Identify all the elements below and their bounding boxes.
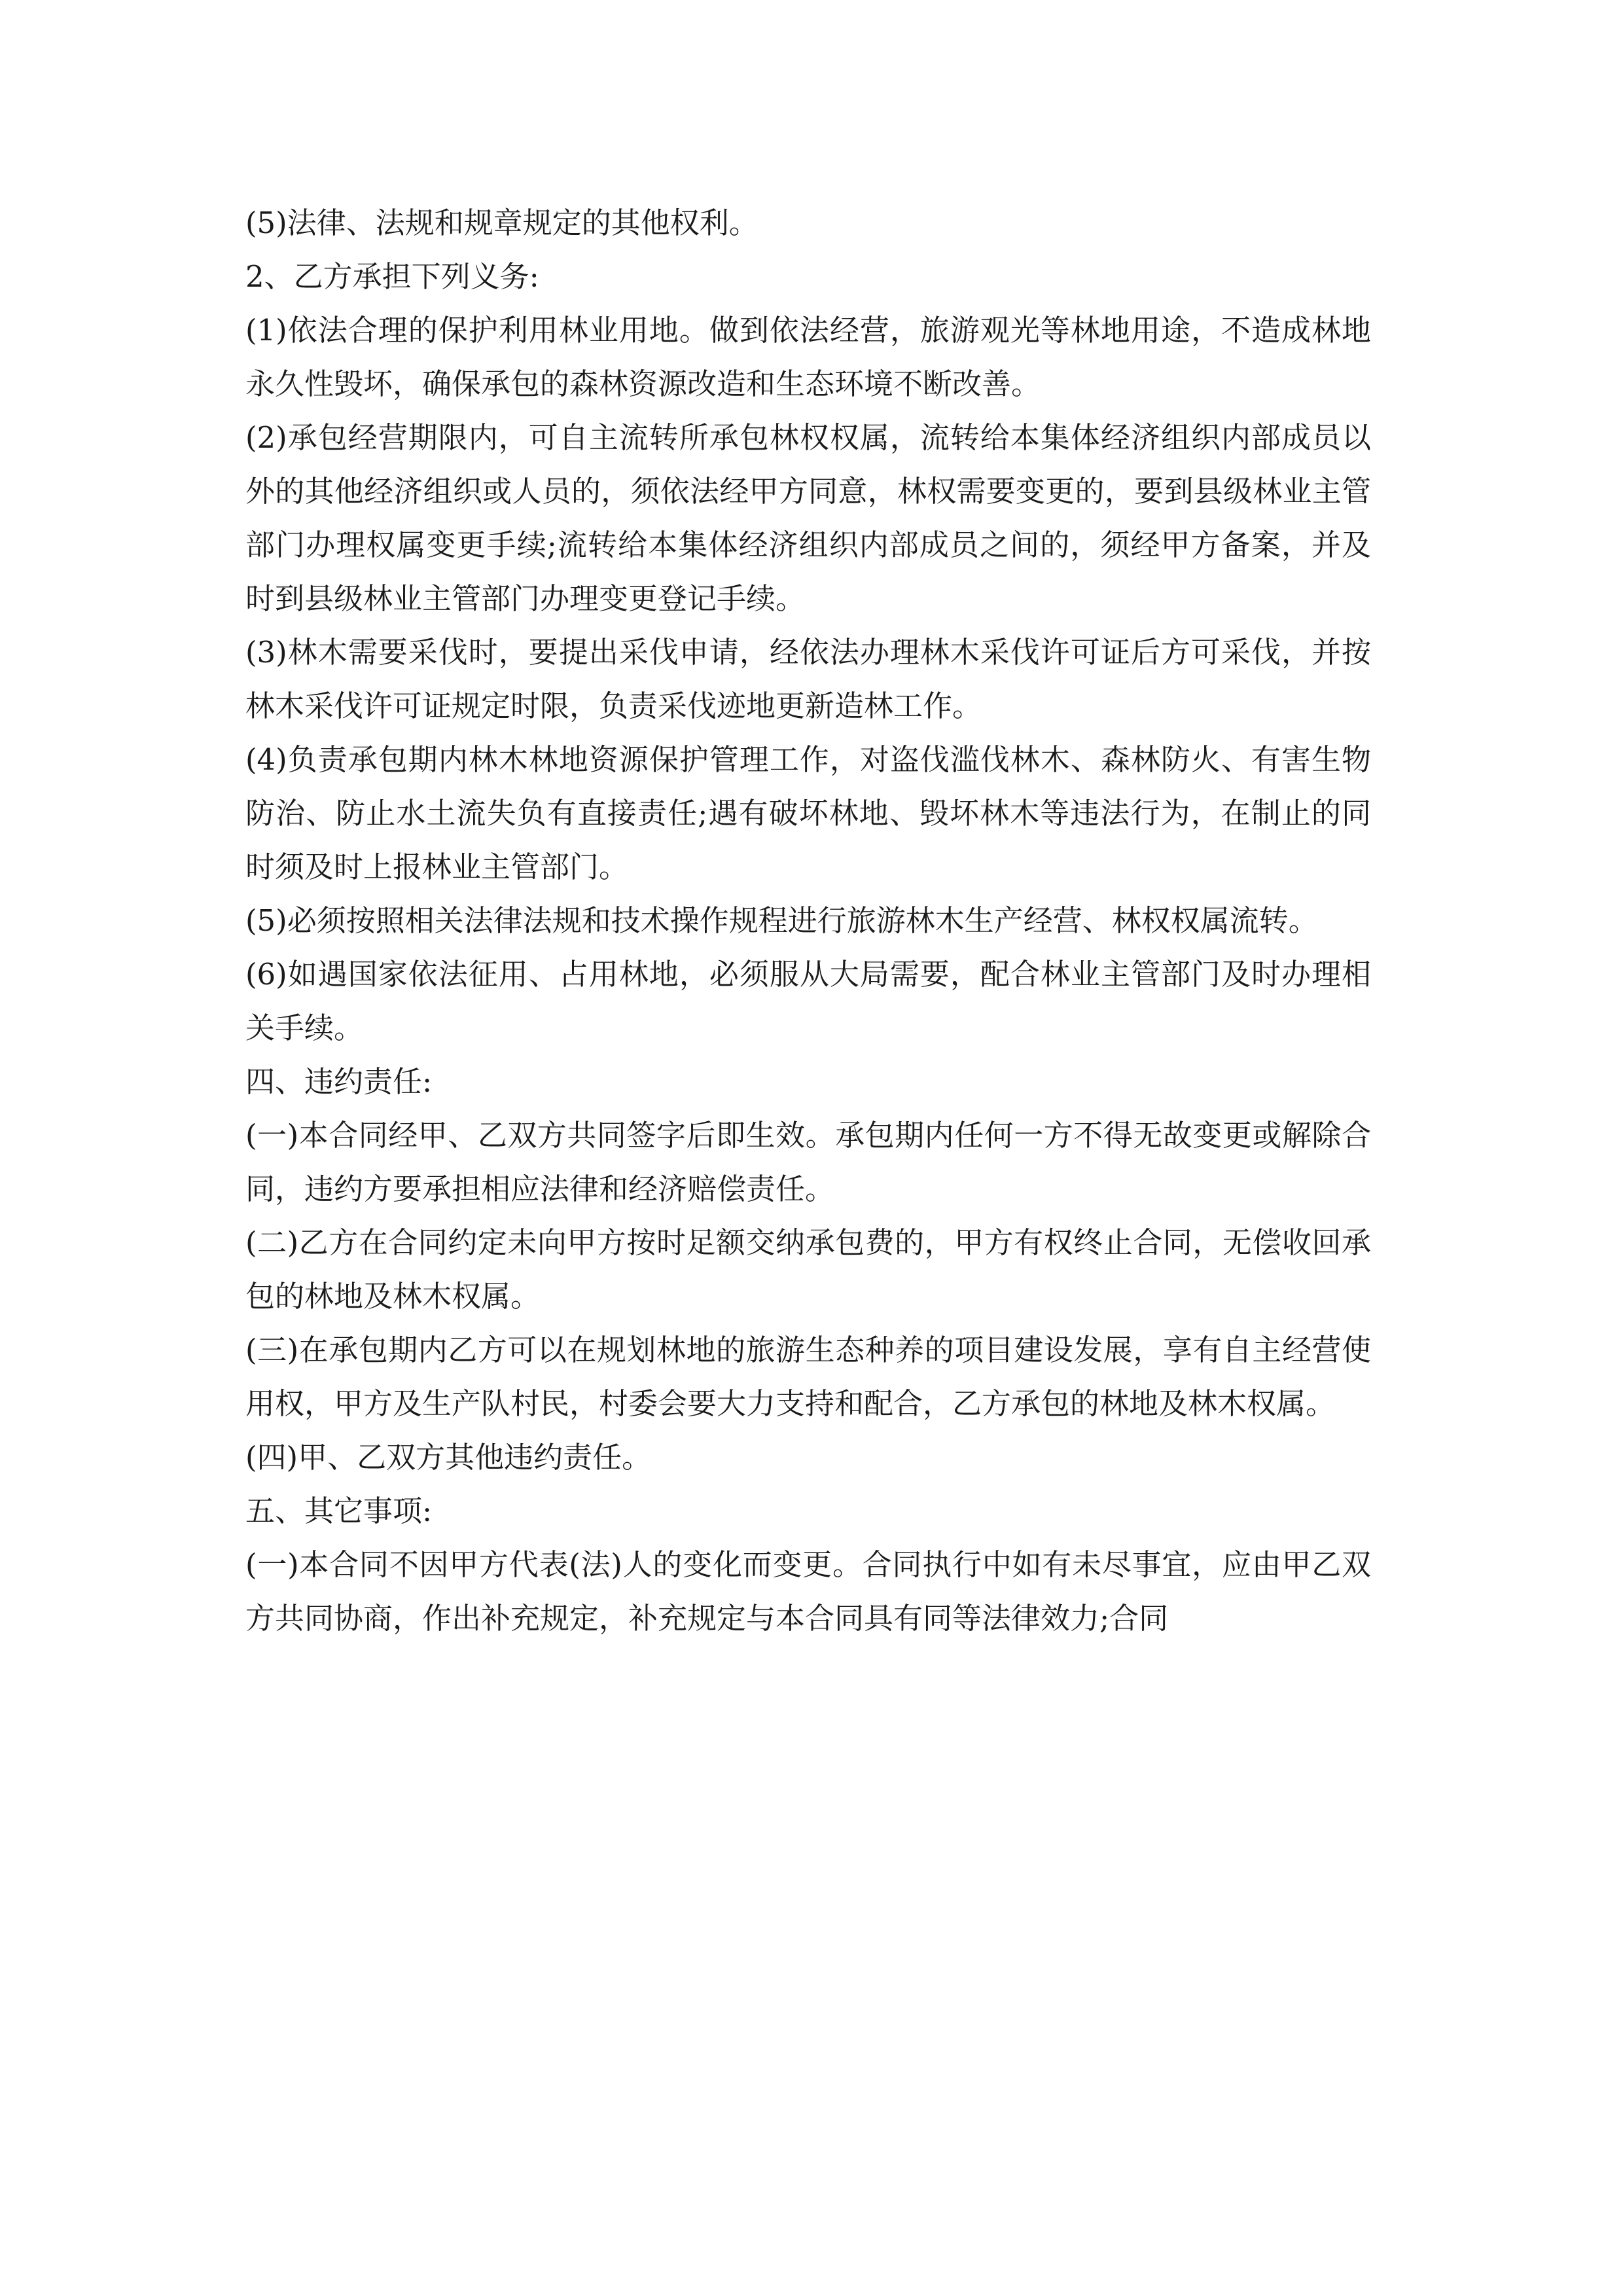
paragraph: (3)林木需要采伐时，要提出采伐申请，经依法办理林木采伐许可证后方可采伐，并按林木采伐许可证规定时限，负责采伐迹地更新造林工作。 [245,635,1371,723]
section-heading: 四、违约责任: [245,1064,433,1099]
paragraph: (三)在承包期内乙方可以在规划林地的旅游生态种养的项目建设发展，享有自主经营使用权，甲方及生产队村民，村委会要大力支持和配合，乙方承包的林地及林木权属。 [245,1333,1371,1421]
paragraph: (2)承包经营期限内，可自主流转所承包林权权属，流转给本集体经济组织内部成员以外的其他经济组织或人员的，须依法经甲方同意，林权需要变更的，要到县级林业主管部门办理权属变更手续;流转给本集体经济组织内部成员之间的，须经甲方备案，并及时到县级林业主管部门办理变更登记手续。 [245,420,1371,616]
paragraph: (四)甲、乙双方其他违约责任。 [245,1440,652,1475]
paragraph: (5)必须按照相关法律法规和技术操作规程进行旅游林木生产经营、林权权属流转。 [245,903,1318,938]
paragraph: (一)本合同经甲、乙双方共同签字后即生效。承包期内任何一方不得无故变更或解除合同，违约方要承担相应法律和经济赔偿责任。 [245,1118,1371,1206]
section-heading: 五、其它事项: [245,1494,433,1528]
paragraph: (二)乙方在合同约定未向甲方按时足额交纳承包费的，甲方有权终止合同，无偿收回承包的林地及林木权属。 [245,1225,1371,1314]
paragraph: (1)依法合理的保护利用林业用地。做到依法经营，旅游观光等林地用途，不造成林地永久性毁坏，确保承包的森林资源改造和生态环境不断改善。 [245,313,1371,401]
paragraph: (6)如遇国家依法征用、占用林地，必须服从大局需要，配合林业主管部门及时办理相关手续。 [245,957,1371,1045]
paragraph: (5)法律、法规和规章规定的其他权利。 [245,206,758,240]
paragraph: (一)本合同不因甲方代表(法)人的变化而变更。合同执行中如有未尽事宜，应由甲乙双方共同协商，作出补充规定，补充规定与本合同具有同等法律效力;合同 [245,1547,1371,1636]
document-page [245,196,1371,1645]
paragraph: (4)负责承包期内林木林地资源保护管理工作，对盗伐滥伐林木、森林防火、有害生物防治、防止水土流失负有直接责任;遇有破坏林地、毁坏林木等违法行为，在制止的同时须及时上报林业主管部门。 [245,742,1371,884]
paragraph: 2、乙方承担下列义务: [245,259,539,294]
